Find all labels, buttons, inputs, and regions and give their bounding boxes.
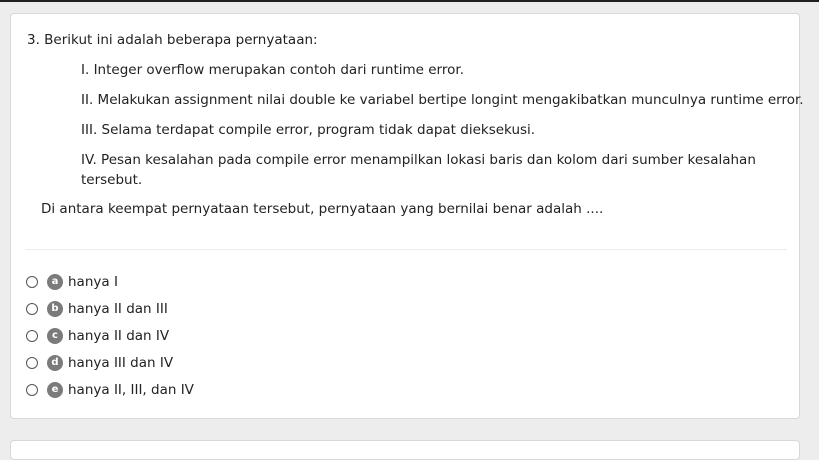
next-question-card [10, 440, 800, 460]
option-letter-badge: a [47, 274, 63, 290]
option-letter-badge: d [47, 355, 63, 371]
option-letter-badge: b [47, 301, 63, 317]
statement-1: I. Integer overflow merupakan contoh dari runtime error. [81, 62, 464, 78]
option-a[interactable] [26, 273, 118, 291]
divider [25, 249, 787, 250]
option-c[interactable] [26, 327, 169, 345]
question-title: 3. Berikut ini adalah beberapa pernyataan: [27, 32, 318, 48]
option-letter-badge: c [47, 328, 63, 344]
option-b[interactable] [26, 300, 168, 318]
option-e[interactable] [26, 381, 194, 399]
option-label[interactable]: hanya I [68, 274, 118, 290]
radio-button[interactable] [26, 357, 38, 369]
radio-button[interactable] [26, 303, 38, 315]
option-label[interactable]: hanya II dan IV [68, 328, 170, 344]
option-label[interactable]: hanya II dan III [68, 301, 168, 317]
radio-button[interactable] [26, 384, 38, 396]
radio-button[interactable] [26, 276, 38, 288]
question-prompt: Di antara keempat pernyataan tersebut, pernyataan yang bernilai benar adalah .... [41, 201, 604, 217]
statement-4: IV. Pesan kesalahan pada compile error menampilkan lokasi baris dan kolom dari sumber kesalahan tersebut. [81, 152, 756, 188]
radio-button[interactable] [26, 330, 38, 342]
option-d[interactable] [26, 354, 173, 372]
top-border [0, 0, 819, 2]
option-label[interactable]: hanya II, III, dan IV [68, 382, 194, 398]
question-card [10, 13, 804, 419]
statement-3: III. Selama terdapat compile error, program tidak dapat dieksekusi. [81, 122, 536, 138]
statement-2: II. Melakukan assignment nilai double ke variabel bertipe longint mengakibatkan munculnya runtime error. [81, 92, 804, 108]
option-letter-badge: e [47, 382, 63, 398]
option-label[interactable]: hanya III dan IV [68, 355, 174, 371]
